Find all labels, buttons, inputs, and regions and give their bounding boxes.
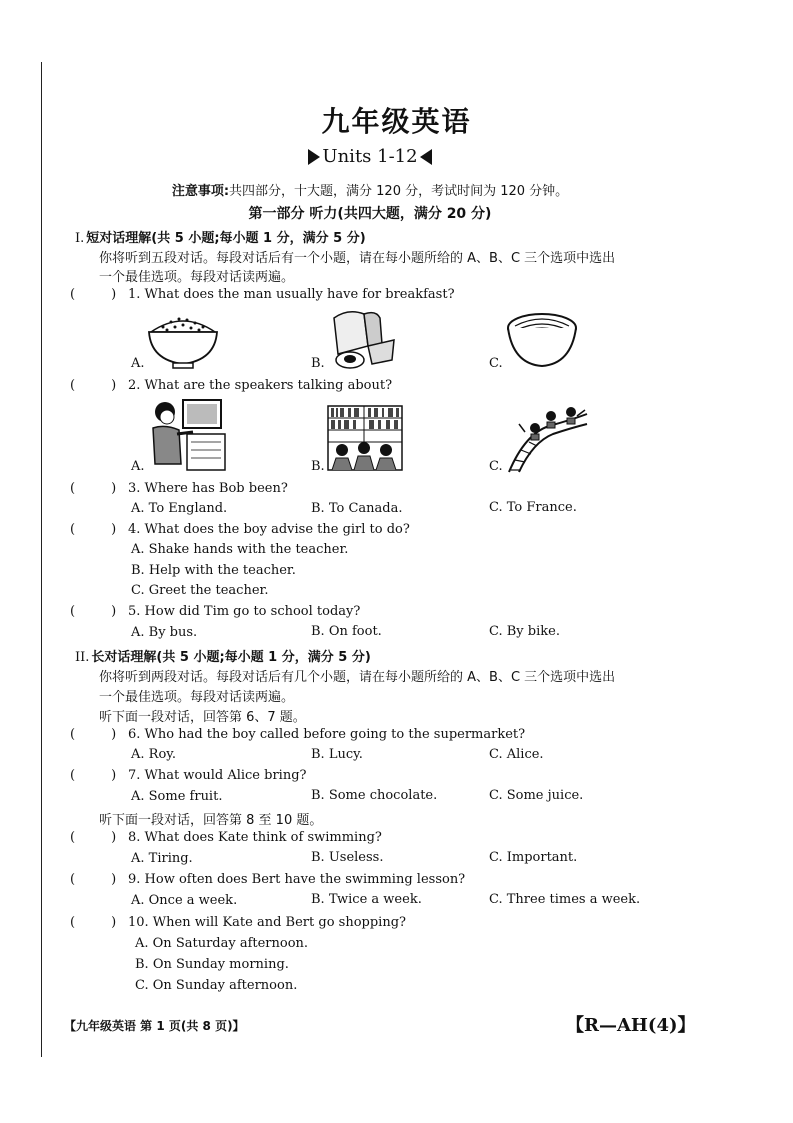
instruction-line: 一个最佳选项。每段对话读两遍。 [99,690,295,705]
footer-code: 【R—AH(4)】 [566,1015,696,1036]
answer-paren-close: ) [111,727,117,742]
section-roman: II. [75,650,90,665]
option-b[interactable]: B. [311,356,325,371]
section-one-heading [75,227,366,246]
option-c[interactable]: C. Greet the teacher. [131,583,269,598]
question-1 [70,287,455,302]
option-a[interactable]: A. Tiring. [131,851,193,866]
part-one-heading: 第一部分 听力(共四大题，满分 20 分) [248,206,492,222]
answer-paren-open[interactable]: ( [70,287,76,302]
option-b[interactable]: B. Twice a week. [311,892,422,907]
question-text: 2. What are the speakers talking about? [128,378,393,393]
question-2 [70,378,392,393]
question-text: 8. What does Kate think of swimming? [128,830,382,845]
answer-paren-open[interactable]: ( [70,604,76,619]
answer-paren-open[interactable]: ( [70,768,76,783]
option-c[interactable]: C. Three times a week. [489,892,641,907]
answer-paren-close: ) [111,872,117,887]
section-title: 短对话理解(共 5 小题;每小题 1 分，满分 5 分) [86,231,366,246]
answer-paren-close: ) [111,378,117,393]
answer-paren-open[interactable]: ( [70,915,76,930]
option-c[interactable]: C. By bike. [489,624,560,639]
question-text: 3. Where has Bob been? [128,481,288,496]
answer-paren-open[interactable]: ( [70,378,76,393]
notice-text: 共四部分，十大题，满分 120 分，考试时间为 120 分钟。 [229,184,569,199]
footer-page-info: 【九年级英语 第 1 页(共 8 页)】 [64,1019,245,1033]
units-banner [0,146,740,167]
instruction-line: 一个最佳选项。每段对话读两遍。 [99,270,295,285]
section-roman: I. [75,231,85,246]
option-c[interactable]: C. Important. [489,850,578,865]
noodle-bowl-icon [505,308,580,370]
units-label: Units 1-12 [322,146,418,167]
answer-paren-open[interactable]: ( [70,872,76,887]
question-text: 9. How often does Bert have the swimming lesson? [128,872,466,887]
answer-paren-close: ) [111,522,117,537]
instruction-line: 你将听到五段对话。每段对话后有一个小题，请在每小题所给的 A、B、C 三个选项中选出 [99,251,616,266]
option-a[interactable]: A. [131,459,145,474]
question-text: 7. What would Alice bring? [128,768,307,783]
option-c[interactable]: C. Some juice. [489,788,584,803]
option-a[interactable]: A. By bus. [131,625,198,640]
question-5 [70,604,360,619]
roller-coaster-icon [505,404,589,474]
section-two-heading [75,646,371,665]
rice-bowl-icon [147,308,219,370]
option-a[interactable]: A. Once a week. [131,893,238,908]
answer-paren-close: ) [111,287,117,302]
triangle-left-icon [420,149,432,165]
option-a[interactable]: A. Shake hands with the teacher. [131,542,349,557]
instruction-line: 你将听到两段对话。每段对话后有几个小题，请在每小题所给的 A、B、C 三个选项中选出 [99,670,616,685]
option-a[interactable]: A. Some fruit. [131,789,223,804]
answer-paren-close: ) [111,915,117,930]
option-c[interactable]: C. [489,459,503,474]
page-title: 九年级英语 [321,105,472,138]
question-7 [70,768,306,783]
question-8 [70,830,382,845]
question-text: 5. How did Tim go to school today? [128,604,361,619]
question-4 [70,522,410,537]
option-b[interactable]: B. Useless. [311,850,384,865]
notice [0,180,740,199]
answer-paren-close: ) [111,481,117,496]
answer-paren-close: ) [111,830,117,845]
option-b[interactable]: B. Help with the teacher. [131,563,296,578]
option-c[interactable]: C. Alice. [489,747,544,762]
question-3 [70,481,288,496]
option-b[interactable]: B. To Canada. [311,501,403,516]
answer-paren-open[interactable]: ( [70,522,76,537]
option-c[interactable]: C. To France. [489,500,577,515]
option-a[interactable]: A. Roy. [131,747,177,762]
section-title: 长对话理解(共 5 小题;每小题 1 分，满分 5 分) [91,650,371,665]
question-6 [70,727,525,742]
option-a[interactable]: A. [131,356,145,371]
bread-egg-icon [328,308,398,370]
answer-paren-open[interactable]: ( [70,481,76,496]
question-text: 6. Who had the boy called before going to the supermarket? [128,727,526,742]
boy-computer-icon [147,398,227,473]
question-10 [70,915,406,930]
triangle-right-icon [308,149,320,165]
library-students-icon [326,404,404,472]
option-a[interactable]: A. On Saturday afternoon. [135,936,309,951]
option-b[interactable]: B. Lucy. [311,747,363,762]
answer-paren-close: ) [111,604,117,619]
sub-instruction: 听下面一段对话，回答第 8 至 10 题。 [99,813,323,828]
option-c[interactable]: C. [489,356,503,371]
question-text: 1. What does the man usually have for breakfast? [128,287,455,302]
question-text: 4. What does the boy advise the girl to do? [128,522,410,537]
option-b[interactable]: B. On foot. [311,624,382,639]
option-b[interactable]: B. On Sunday morning. [135,957,289,972]
question-9 [70,872,465,887]
answer-paren-open[interactable]: ( [70,727,76,742]
answer-paren-close: ) [111,768,117,783]
option-b[interactable]: B. Some chocolate. [311,788,438,803]
sub-instruction: 听下面一段对话，回答第 6、7 题。 [99,710,306,725]
option-b[interactable]: B. [311,459,325,474]
question-text: 10. When will Kate and Bert go shopping? [128,915,406,930]
option-c[interactable]: C. On Sunday afternoon. [135,978,298,993]
notice-prefix: 注意事项: [171,184,230,199]
option-a[interactable]: A. To England. [131,501,228,516]
answer-paren-open[interactable]: ( [70,830,76,845]
